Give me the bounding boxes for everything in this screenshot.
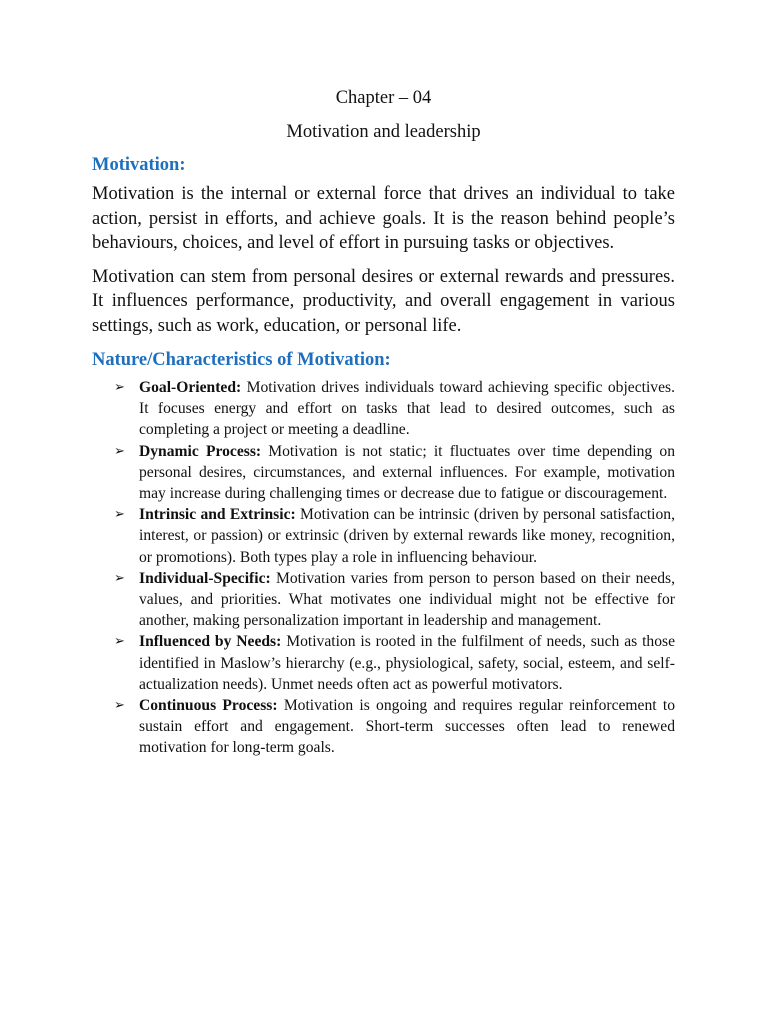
bullet-term: Individual-Specific: (139, 569, 271, 587)
bullet-text: Motivation can be intrinsic (driven by personal satisfaction, interest, or passion) or extrinsic (driven by external rewards like money, recognition, or promotions). Both types play a role in influencing behaviour. (139, 506, 675, 566)
bullet-term: Continuous Process: (139, 697, 278, 715)
bullet-text: Motivation drives individuals toward achieving specific objectives. It focuses energy and effort on tasks that lead to desired outcomes, such as completing a project or meeting a deadline. (139, 379, 675, 439)
arrow-bullet-icon: ➢ (114, 634, 125, 650)
bullet-text: Motivation varies from person to person based on their needs, values, and priorities. What motivates one individual might not be effective for another, making personalization important in leadership and management. (139, 569, 675, 630)
bullet-text: Motivation is ongoing and requires regular reinforcement to sustain effort and engagement. Short-term successes often lead to renewed motivation for long-term goals. (139, 697, 675, 757)
bullet-term: Intrinsic and Extrinsic: (139, 506, 296, 524)
list-item (92, 504, 675, 568)
chapter-title: Motivation and leadership (286, 122, 481, 142)
bullet-text: Motivation is rooted in the fulfilment of needs, such as those identified in Maslow’s hierarchy (e.g., physiological, safety, social, esteem, and self-actualization needs). Unmet needs often act as powerful motivators. (139, 633, 675, 693)
list-item (92, 441, 675, 505)
bullet-term: Influenced by Needs: (139, 633, 282, 651)
bullet-term: Goal-Oriented: (139, 379, 242, 396)
arrow-bullet-icon: ➢ (114, 380, 125, 395)
list-item (92, 631, 675, 695)
list-item (92, 695, 675, 759)
bullet-text: Motivation is not static; it fluctuates over time depending on personal desires, circumstances, and external influences. For example, motivation may increase during challenging times or decrease due to fatigue or discouragement. (139, 442, 675, 503)
list-item (92, 377, 675, 441)
chapter-number: Chapter – 04 (335, 88, 432, 108)
paragraph: Motivation can stem from personal desires or external rewards and pressures. It influences performance, productivity, and overall engagement in various settings, such as work, education, or personal life. (92, 266, 675, 336)
section-heading-characteristics: Nature/Characteristics of Motivation: (92, 350, 391, 370)
characteristics-list (92, 377, 675, 759)
section-heading-motivation: Motivation: (92, 155, 186, 175)
arrow-bullet-icon: ➢ (114, 698, 125, 714)
paragraph: Motivation is the internal or external force that drives an individual to take action, persist in efforts, and achieve goals. It is the reason behind people’s behaviours, choices, and level of effort in pursuing tasks or objectives. (92, 184, 675, 253)
document-page (92, 84, 675, 759)
list-item (92, 568, 675, 632)
arrow-bullet-icon: ➢ (114, 507, 125, 523)
bullet-term: Dynamic Process: (139, 442, 262, 460)
arrow-bullet-icon: ➢ (114, 443, 125, 459)
arrow-bullet-icon: ➢ (114, 570, 125, 586)
